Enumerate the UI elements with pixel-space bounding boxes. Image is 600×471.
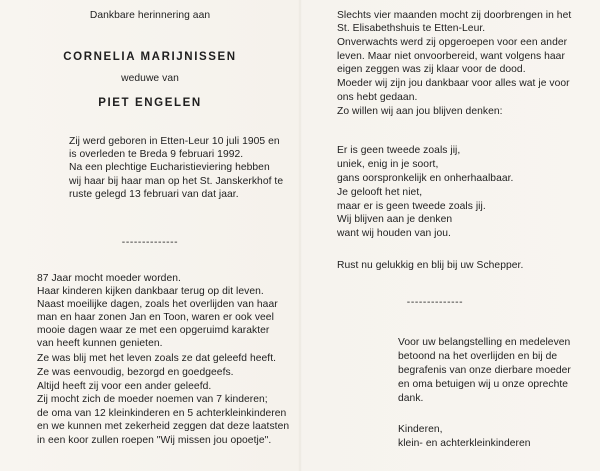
signature-line: Kinderen, bbox=[398, 424, 443, 435]
poem-line: uniek, enig in je soort, bbox=[337, 159, 439, 170]
separator: -------------- bbox=[406, 297, 464, 308]
thanks-line: en oma betuigen wij u onze oprechte bbox=[398, 379, 569, 390]
paragraph-line: ons hebt gedaan. bbox=[337, 92, 418, 103]
deceased-name: CORNELIA MARIJNISSEN bbox=[63, 51, 237, 63]
poem-line: want wij houden van jou. bbox=[337, 228, 451, 239]
tribute-line: man en haar zonen Jan en Toon, waren er ook veel bbox=[37, 312, 274, 323]
tribute-line: in een koor zullen roepen "Wij missen jou opoetje". bbox=[37, 435, 272, 446]
paragraph-line: Zo willen wij aan jou blijven denken: bbox=[337, 106, 503, 117]
poem-line: maar er is geen tweede zoals jij. bbox=[337, 201, 486, 212]
thanks-line: Voor uw belangstelling en medeleven bbox=[398, 337, 571, 348]
spouse-name: PIET ENGELEN bbox=[98, 97, 202, 109]
bio-line: is overleden te Breda 9 februari 1992. bbox=[69, 149, 244, 160]
tribute-line: de oma van 12 kleinkinderen en 5 achterkleinkinderen bbox=[37, 408, 287, 419]
poem-line: Je gelooft het niet, bbox=[337, 187, 423, 198]
tribute-line: Zij mocht zich de moeder noemen van 7 kinderen; bbox=[37, 394, 268, 405]
tribute-line: van heeft kunnen genieten. bbox=[37, 338, 163, 349]
paragraph-line: eigen zeggen was zij klaar voor de dood. bbox=[337, 64, 526, 75]
poem-line: Er is geen tweede zoals jij, bbox=[337, 145, 461, 156]
paragraph-line: Moeder wij zijn jou dankbaar voor alles wat je voor bbox=[337, 78, 570, 89]
right-page bbox=[300, 0, 600, 471]
signature-line: klein- en achterkleinkinderen bbox=[398, 438, 531, 449]
bio-line: wij haar bij haar man op het St. Janskerkhof te bbox=[69, 176, 284, 187]
bio-line: Zij werd geboren in Etten-Leur 10 juli 1905 en bbox=[69, 136, 280, 147]
bio-line: ruste gelegd 13 februari van dat jaar. bbox=[69, 189, 239, 200]
thanks-line: begrafenis van onze dierbare moeder bbox=[398, 365, 571, 376]
paragraph-line: leven. Maar niet onvoorbereid, want volgens haar bbox=[337, 51, 565, 62]
poem-line: Wij blijven aan je denken bbox=[337, 214, 453, 225]
tribute-line: Altijd heeft zij voor een ander geleefd. bbox=[37, 381, 212, 392]
paragraph-line: Onverwachts werd zij opgeroepen voor een ander bbox=[337, 37, 568, 48]
separator: -------------- bbox=[121, 237, 179, 248]
paragraph-line: Slechts vier maanden mocht zij doorbrengen in het bbox=[337, 10, 572, 21]
thanks-line: betoond na het overlijden en bij de bbox=[398, 351, 558, 362]
poem-line: gans oorspronkelijk en onherhaalbaar. bbox=[337, 173, 514, 184]
tribute-line: 87 Jaar mocht moeder worden. bbox=[37, 273, 181, 284]
widow-of-label: weduwe van bbox=[121, 73, 179, 84]
bio-line: Na een plechtige Eucharistieviering hebben bbox=[69, 162, 270, 173]
tribute-line: en we kunnen met zekerheid zeggen dat deze laatsten bbox=[37, 421, 290, 432]
tribute-line: mooie dagen waar ze met een opgeruimd karakter bbox=[37, 325, 270, 336]
rest-line: Rust nu gelukkig en blij bij uw Schepper. bbox=[337, 260, 524, 271]
paragraph-line: St. Elisabethshuis te Etten-Leur. bbox=[337, 23, 486, 34]
tribute-line: Ze was eenvoudig, bezorgd en goedgeefs. bbox=[37, 367, 234, 378]
thanks-line: dank. bbox=[398, 393, 424, 404]
tribute-line: Haar kinderen kijken dankbaar terug op dit leven. bbox=[37, 286, 264, 297]
tribute-line: Naast moeilijke dagen, zoals het overlijden van haar bbox=[37, 299, 278, 310]
intro-text: Dankbare herinnering aan bbox=[89, 10, 211, 21]
tribute-line: Ze was blij met het leven zoals ze dat geleefd heeft. bbox=[37, 353, 277, 364]
